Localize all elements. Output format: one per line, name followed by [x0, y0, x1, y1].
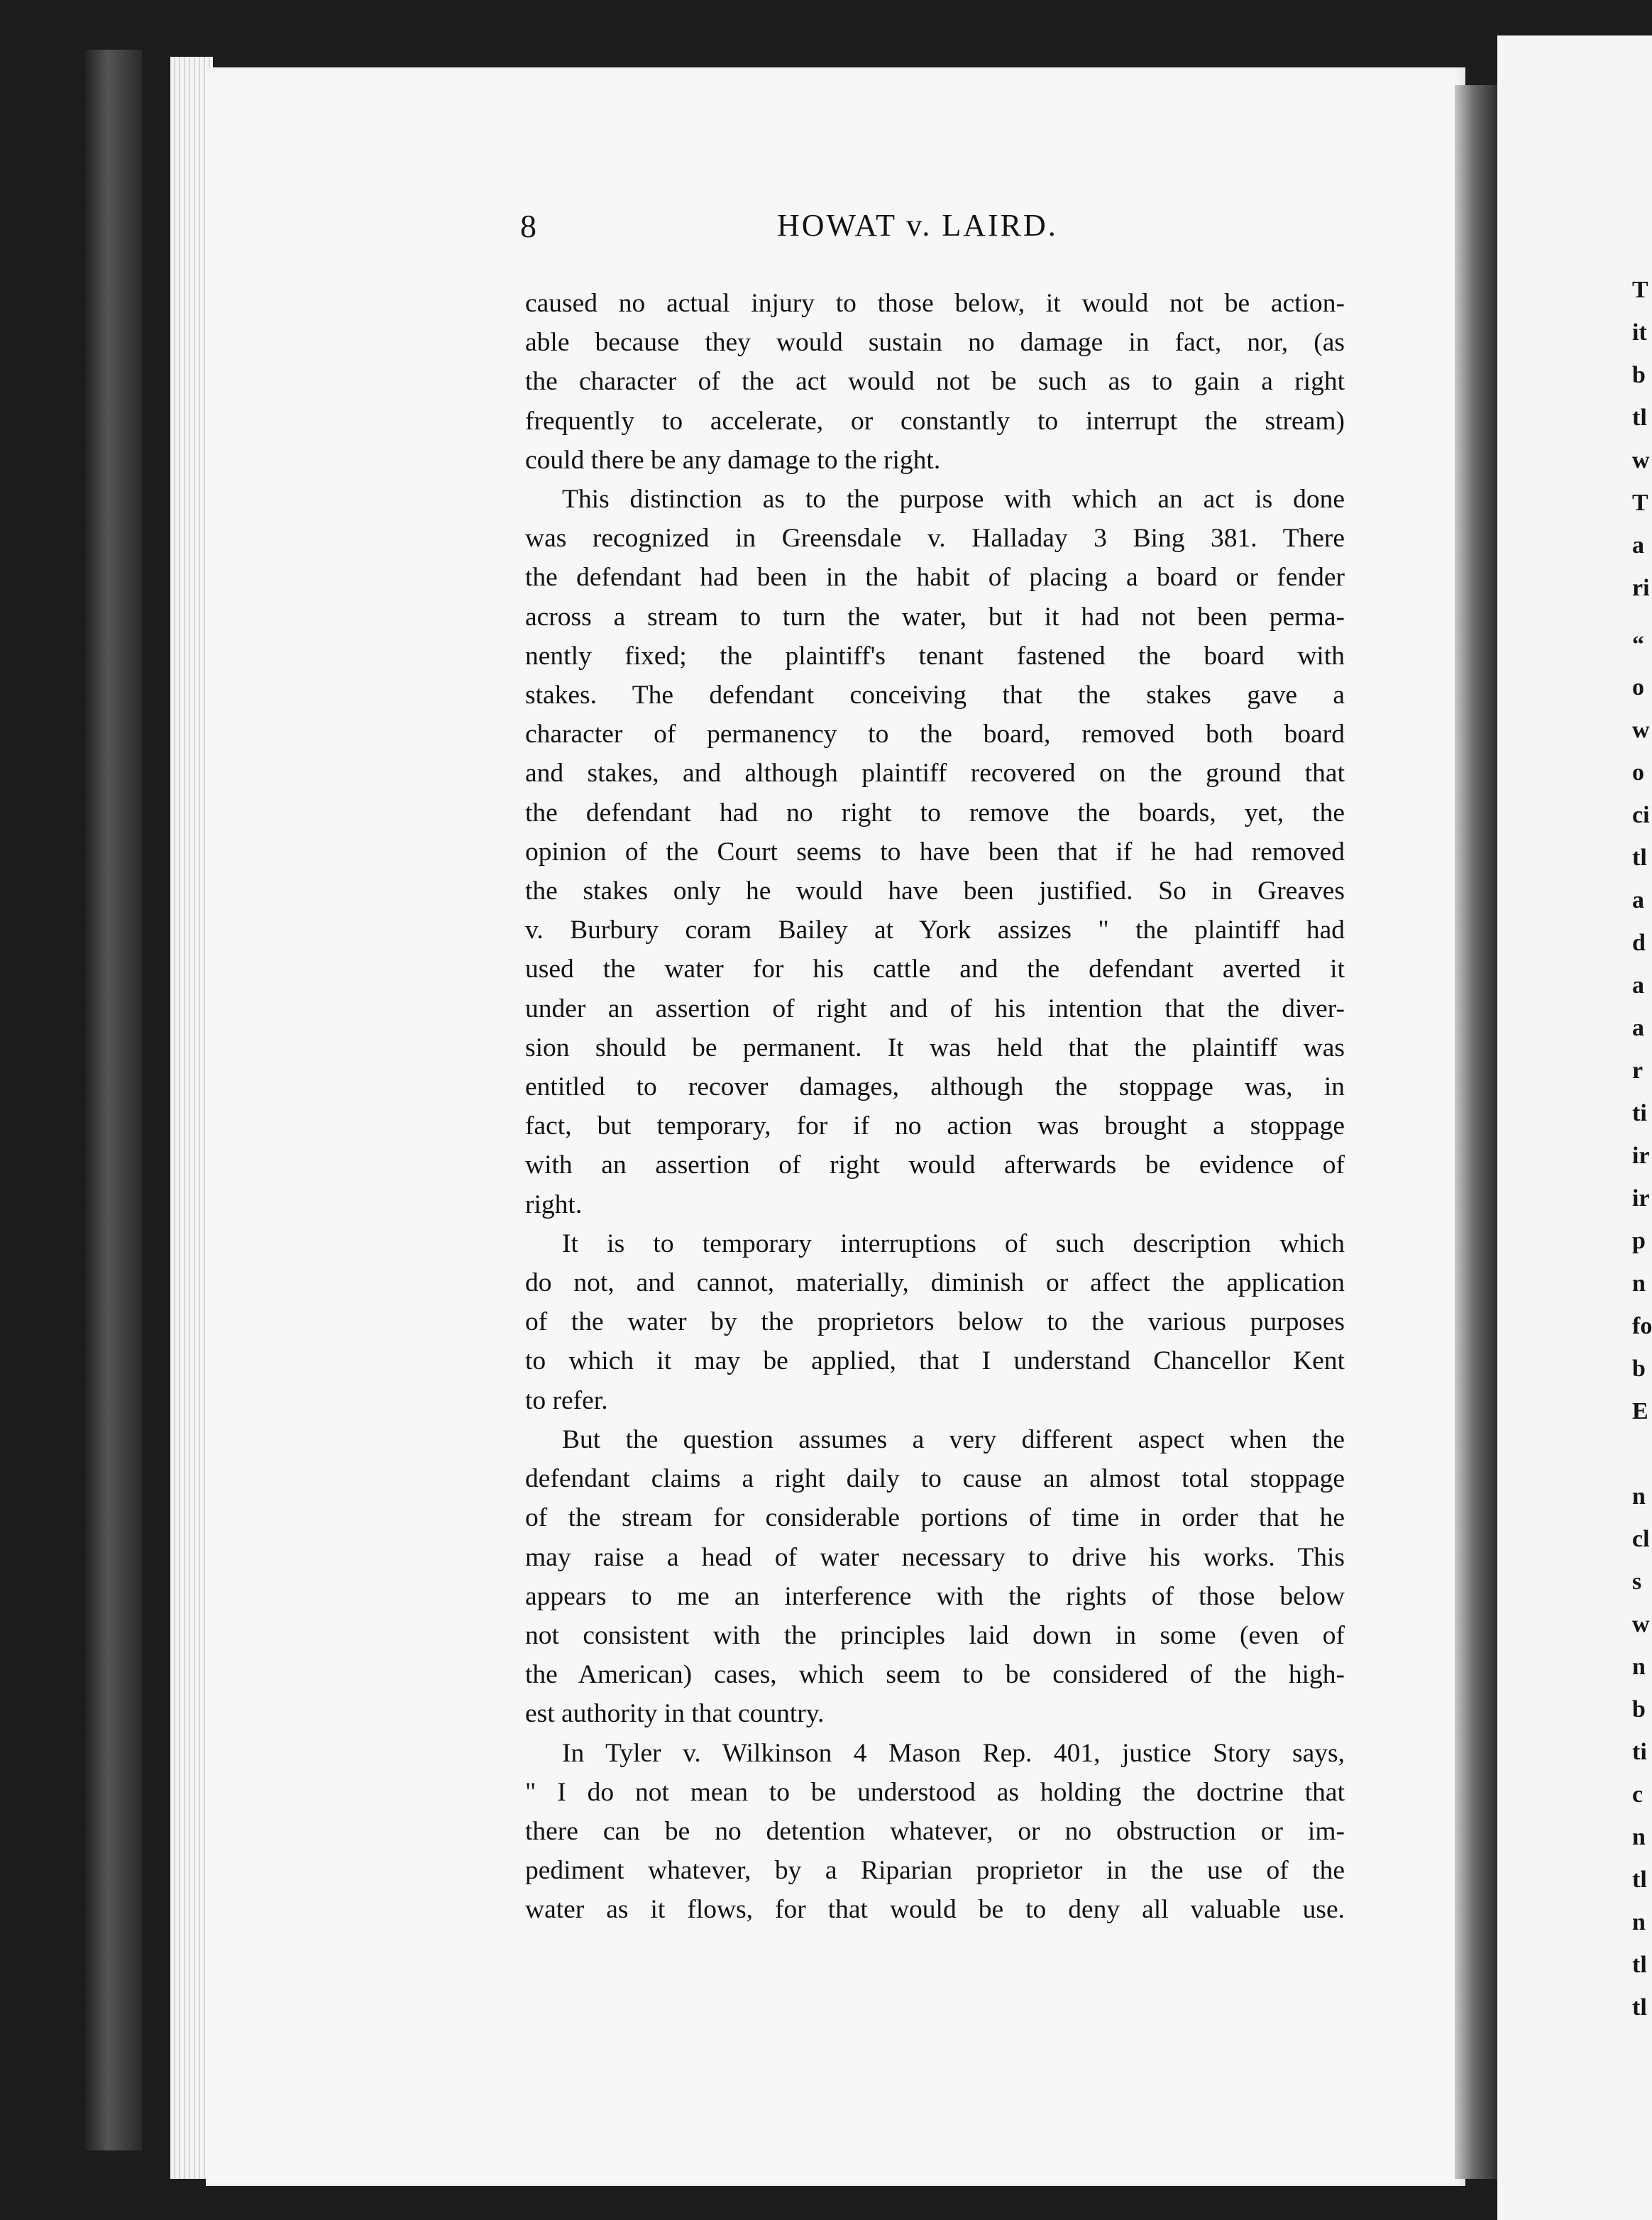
- text-line: across a stream to turn the water, but it had not been perma-: [525, 602, 1345, 632]
- text-line: and stakes, and although plaintiff recovered on the ground that: [525, 759, 1345, 788]
- text-line: est authority in that country.: [525, 1699, 825, 1729]
- text-line: " I do not mean to be understood as holding the doctrine that: [525, 1777, 1345, 1807]
- text-line: not consistent with the principles laid down in some (even of: [525, 1620, 1345, 1650]
- book-cover-edge: [85, 50, 142, 2150]
- facing-page-line-fragment: ri: [1632, 575, 1650, 601]
- facing-page-line-fragment: T: [1632, 277, 1648, 303]
- body-text: [525, 284, 1345, 1930]
- facing-page-line-fragment: a: [1632, 1015, 1644, 1041]
- running-title: HOWAT v. LAIRD.: [777, 208, 1058, 243]
- text-line: This distinction as to the purpose with which an act is done: [562, 485, 1345, 515]
- text-line: frequently to accelerate, or constantly to interrupt the stream): [525, 406, 1345, 436]
- text-line: with an assertion of right would afterwards be evidence of: [525, 1150, 1345, 1180]
- text-line: appears to me an interference with the rights of those below: [525, 1581, 1345, 1611]
- facing-page-line-fragment: T: [1632, 490, 1648, 516]
- text-line: the stakes only he would have been justified. So in Greaves: [525, 877, 1345, 906]
- text-line: do not, and cannot, materially, diminish or affect the application: [525, 1268, 1345, 1298]
- text-line: defendant claims a right daily to cause an almost total stoppage: [525, 1464, 1345, 1494]
- facing-page-line-fragment: n: [1632, 1483, 1646, 1510]
- paragraph: [525, 480, 1345, 1224]
- paragraph: [525, 284, 1345, 480]
- text-line: character of permanency to the board, removed both board: [525, 720, 1345, 749]
- facing-page-line-fragment: ir: [1632, 1143, 1650, 1169]
- facing-page-line-fragment: n: [1632, 1824, 1646, 1850]
- text-line: the defendant had been in the habit of placing a board or fender: [525, 563, 1345, 593]
- text-line: sion should be permanent. It was held that the plaintiff was: [525, 1033, 1345, 1062]
- facing-page-line-fragment: it: [1632, 319, 1647, 346]
- paragraph: [525, 1224, 1345, 1420]
- text-line: entitled to recover damages, although the stoppage was, in: [525, 1072, 1345, 1102]
- text-line: the American) cases, which seem to be considered of the high-: [525, 1660, 1345, 1690]
- facing-page: [1497, 35, 1652, 2220]
- text-line: right.: [525, 1189, 583, 1219]
- facing-page-line-fragment: w: [1632, 1611, 1650, 1637]
- text-line: under an assertion of right and of his intention that the diver-: [525, 994, 1345, 1023]
- facing-page-line-fragment: b: [1632, 362, 1646, 388]
- facing-page-line-fragment: b: [1632, 1356, 1646, 1382]
- text-line: caused no actual injury to those below, it would not be action-: [525, 289, 1345, 318]
- text-line: stakes. The defendant conceiving that the stakes gave a: [525, 681, 1345, 710]
- facing-page-line-fragment: ir: [1632, 1185, 1650, 1211]
- text-line: there can be no detention whatever, or no obstruction or im-: [525, 1816, 1345, 1846]
- facing-page-line-fragment: w: [1632, 447, 1650, 473]
- text-line: to refer.: [525, 1385, 608, 1415]
- book-gutter: [1455, 85, 1497, 2179]
- facing-page-line-fragment: p: [1632, 1228, 1646, 1254]
- text-line: was recognized in Greensdale v. Halladay 3 Bing 381. There: [525, 524, 1345, 554]
- text-line: nently fixed; the plaintiff's tenant fastened the board with: [525, 641, 1345, 671]
- text-line: the character of the act would not be such as to gain a right: [525, 367, 1345, 397]
- text-line: In Tyler v. Wilkinson 4 Mason Rep. 401, justice Story says,: [562, 1738, 1345, 1768]
- text-line: used the water for his cattle and the defendant averted it: [525, 955, 1345, 984]
- facing-page-line-fragment: r: [1632, 1057, 1643, 1084]
- text-line: But the question assumes a very different aspect when the: [562, 1424, 1345, 1454]
- text-line: able because they would sustain no damage in fact, nor, (as: [525, 328, 1345, 358]
- text-line: water as it flows, for that would be to deny all valuable use.: [525, 1895, 1345, 1925]
- facing-page-line-fragment: n: [1632, 1654, 1646, 1680]
- facing-page-line-fragment: o: [1632, 759, 1644, 786]
- facing-page-line-fragment: a: [1632, 532, 1644, 559]
- facing-page-line-fragment: fo: [1632, 1313, 1652, 1339]
- facing-page-line-fragment: a: [1632, 887, 1644, 913]
- facing-page-line-fragment: tl: [1632, 1867, 1647, 1893]
- facing-page-line-fragment: “: [1632, 632, 1644, 658]
- text-line: of the water by the proprietors below to the various purposes: [525, 1307, 1345, 1337]
- facing-page-line-fragment: a: [1632, 972, 1644, 999]
- text-line: to which it may be applied, that I understand Chancellor Kent: [525, 1346, 1345, 1376]
- paragraph: [525, 1420, 1345, 1734]
- facing-page-line-fragment: c: [1632, 1781, 1643, 1808]
- facing-page-line-fragment: tl: [1632, 1994, 1647, 2021]
- text-line: may raise a head of water necessary to drive his works. This: [525, 1542, 1345, 1572]
- facing-page-line-fragment: s: [1632, 1568, 1642, 1595]
- facing-page-line-fragment: w: [1632, 717, 1650, 743]
- text-line: fact, but temporary, for if no action was brought a stoppage: [525, 1111, 1345, 1141]
- facing-page-line-fragment: ti: [1632, 1739, 1647, 1765]
- text-line: could there be any damage to the right.: [525, 445, 941, 475]
- paragraph: [525, 1734, 1345, 1930]
- facing-page-line-fragment: E: [1632, 1398, 1648, 1424]
- text-line: pediment whatever, by a Riparian proprietor in the use of the: [525, 1856, 1345, 1886]
- text-line: of the stream for considerable portions of time in order that he: [525, 1503, 1345, 1533]
- facing-page-line-fragment: ti: [1632, 1100, 1647, 1126]
- facing-page-line-fragment: n: [1632, 1909, 1646, 1935]
- facing-page-line-fragment: tl: [1632, 845, 1647, 871]
- facing-page-line-fragment: n: [1632, 1270, 1646, 1297]
- facing-page-line-fragment: tl: [1632, 1952, 1647, 1978]
- text-line: opinion of the Court seems to have been that if he had removed: [525, 837, 1345, 867]
- facing-page-line-fragment: d: [1632, 930, 1646, 956]
- text-line: It is to temporary interruptions of such description which: [562, 1229, 1345, 1258]
- facing-page-line-fragment: ci: [1632, 802, 1650, 828]
- page-number: 8: [520, 208, 536, 244]
- facing-page-line-fragment: b: [1632, 1696, 1646, 1722]
- facing-page-line-fragment: cl: [1632, 1526, 1650, 1552]
- text-line: v. Burbury coram Bailey at York assizes " the plaintiff had: [525, 916, 1345, 945]
- facing-page-line-fragment: tl: [1632, 405, 1647, 431]
- facing-page-line-fragment: o: [1632, 674, 1644, 700]
- text-line: the defendant had no right to remove the boards, yet, the: [525, 798, 1345, 828]
